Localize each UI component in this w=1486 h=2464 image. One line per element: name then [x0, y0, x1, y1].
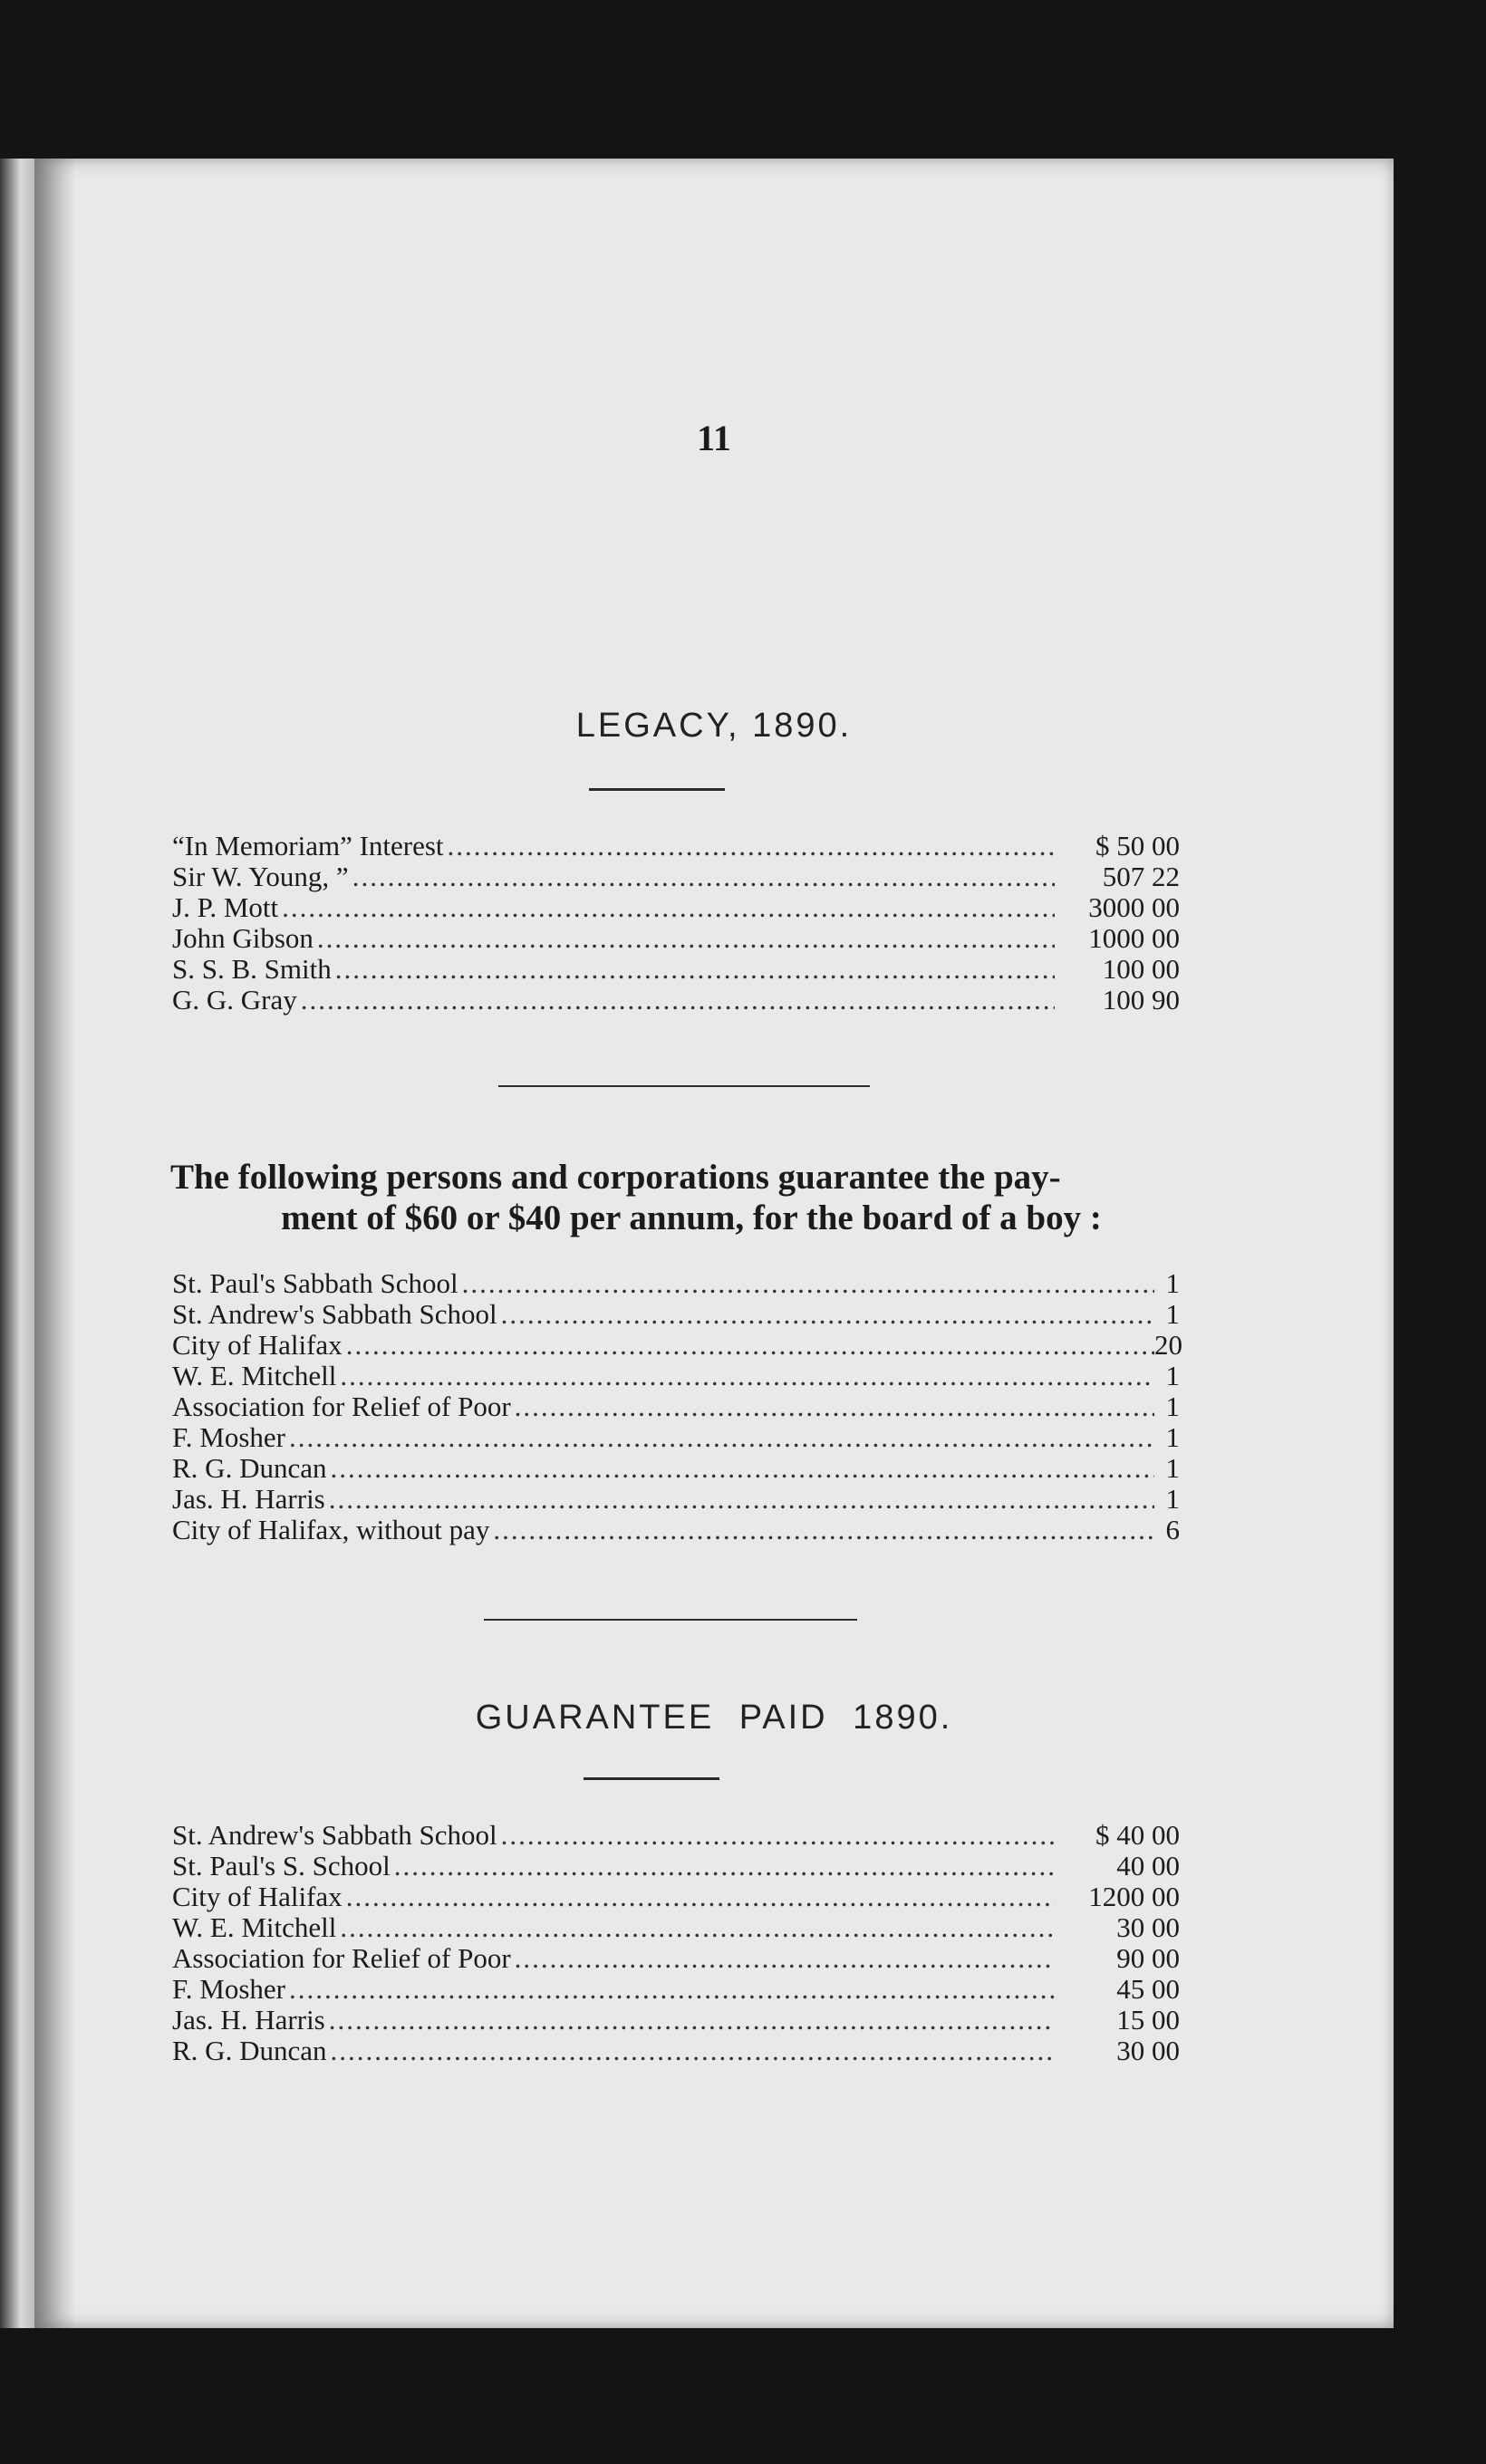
list-item: St. Paul's Sabbath School ..... 1	[172, 1268, 1180, 1299]
dot-leader	[501, 1299, 1154, 1330]
list-item: S. S. B. Smith ..... 100 00	[172, 954, 1180, 985]
list-item: R. G. Duncan ..... 30 00	[172, 2036, 1180, 2066]
dot-leader	[301, 985, 1055, 1015]
list-item: G. G. Gray ..... 100 90	[172, 985, 1180, 1015]
guarantors-list	[172, 1268, 1180, 1545]
intro-line-2: ment of $60 or $40 per annum, for the board of a boy :	[281, 1198, 1102, 1237]
list-item: R. G. Duncan ..... 1	[172, 1453, 1180, 1484]
dot-leader	[394, 1851, 1055, 1882]
dot-leader	[448, 831, 1055, 861]
dot-leader	[340, 1361, 1154, 1391]
list-item: St. Andrew's Sabbath School ..... $ 40 00	[172, 1820, 1180, 1851]
dot-leader	[346, 1330, 1154, 1361]
dot-leader	[329, 1484, 1154, 1515]
dot-leader	[340, 1912, 1055, 1943]
section-divider	[484, 1619, 857, 1621]
legacy-divider	[589, 788, 725, 791]
list-item: Association for Relief of Poor ..... 90 00	[172, 1943, 1180, 1974]
list-item: F. Mosher ..... 45 00	[172, 1974, 1180, 2005]
dot-leader	[317, 923, 1055, 954]
list-item: J. P. Mott ..... 3000 00	[172, 892, 1180, 923]
dot-leader	[515, 1391, 1154, 1422]
guarantee-paid-divider	[584, 1777, 719, 1780]
list-item: Jas. H. Harris ..... 15 00	[172, 2005, 1180, 2036]
dot-leader	[289, 1974, 1055, 2005]
list-item: City of Halifax ..... 20	[172, 1330, 1180, 1361]
guarantee-paid-heading: GUARANTEE PAID 1890.	[475, 1699, 953, 1737]
list-item: “In Memoriam” Interest ..... $ 50 00	[172, 831, 1180, 861]
dot-leader	[330, 1453, 1154, 1484]
dot-leader	[493, 1515, 1154, 1545]
list-item: W. E. Mitchell ..... 1	[172, 1361, 1180, 1391]
list-item: City of Halifax, without pay ..... 6	[172, 1515, 1180, 1545]
list-item: John Gibson ..... 1000 00	[172, 923, 1180, 954]
dot-leader	[346, 1882, 1055, 1912]
legacy-heading: LEGACY, 1890.	[575, 707, 853, 745]
dot-leader	[515, 1943, 1055, 1974]
intro-line-1: The following persons and corporations guarantee the pay-	[170, 1158, 1061, 1197]
legacy-list	[172, 831, 1180, 1015]
dot-leader	[329, 2005, 1055, 2036]
list-item: St. Andrew's Sabbath School ..... 1	[172, 1299, 1180, 1330]
dot-leader	[335, 954, 1055, 985]
document-page	[34, 159, 1394, 2328]
dot-leader	[282, 892, 1055, 923]
dot-leader	[330, 2036, 1055, 2066]
list-item: City of Halifax ..... 1200 00	[172, 1882, 1180, 1912]
previous-page-edge	[0, 159, 34, 2328]
page-number: 11	[697, 418, 731, 458]
guarantee-paid-list	[172, 1820, 1180, 2066]
list-item: F. Mosher ..... 1	[172, 1422, 1180, 1453]
list-item: W. E. Mitchell ..... 30 00	[172, 1912, 1180, 1943]
dot-leader	[501, 1820, 1055, 1851]
list-item: Sir W. Young, ” ..... 507 22	[172, 861, 1180, 892]
dot-leader	[352, 861, 1055, 892]
section-divider	[498, 1085, 870, 1087]
page-binding-shadow	[34, 159, 76, 2328]
list-item: St. Paul's S. School ..... 40 00	[172, 1851, 1180, 1882]
dot-leader	[462, 1268, 1154, 1299]
guarantors-intro	[170, 1157, 1212, 1238]
list-item: Association for Relief of Poor ..... 1	[172, 1391, 1180, 1422]
dot-leader	[289, 1422, 1154, 1453]
list-item: Jas. H. Harris ..... 1	[172, 1484, 1180, 1515]
